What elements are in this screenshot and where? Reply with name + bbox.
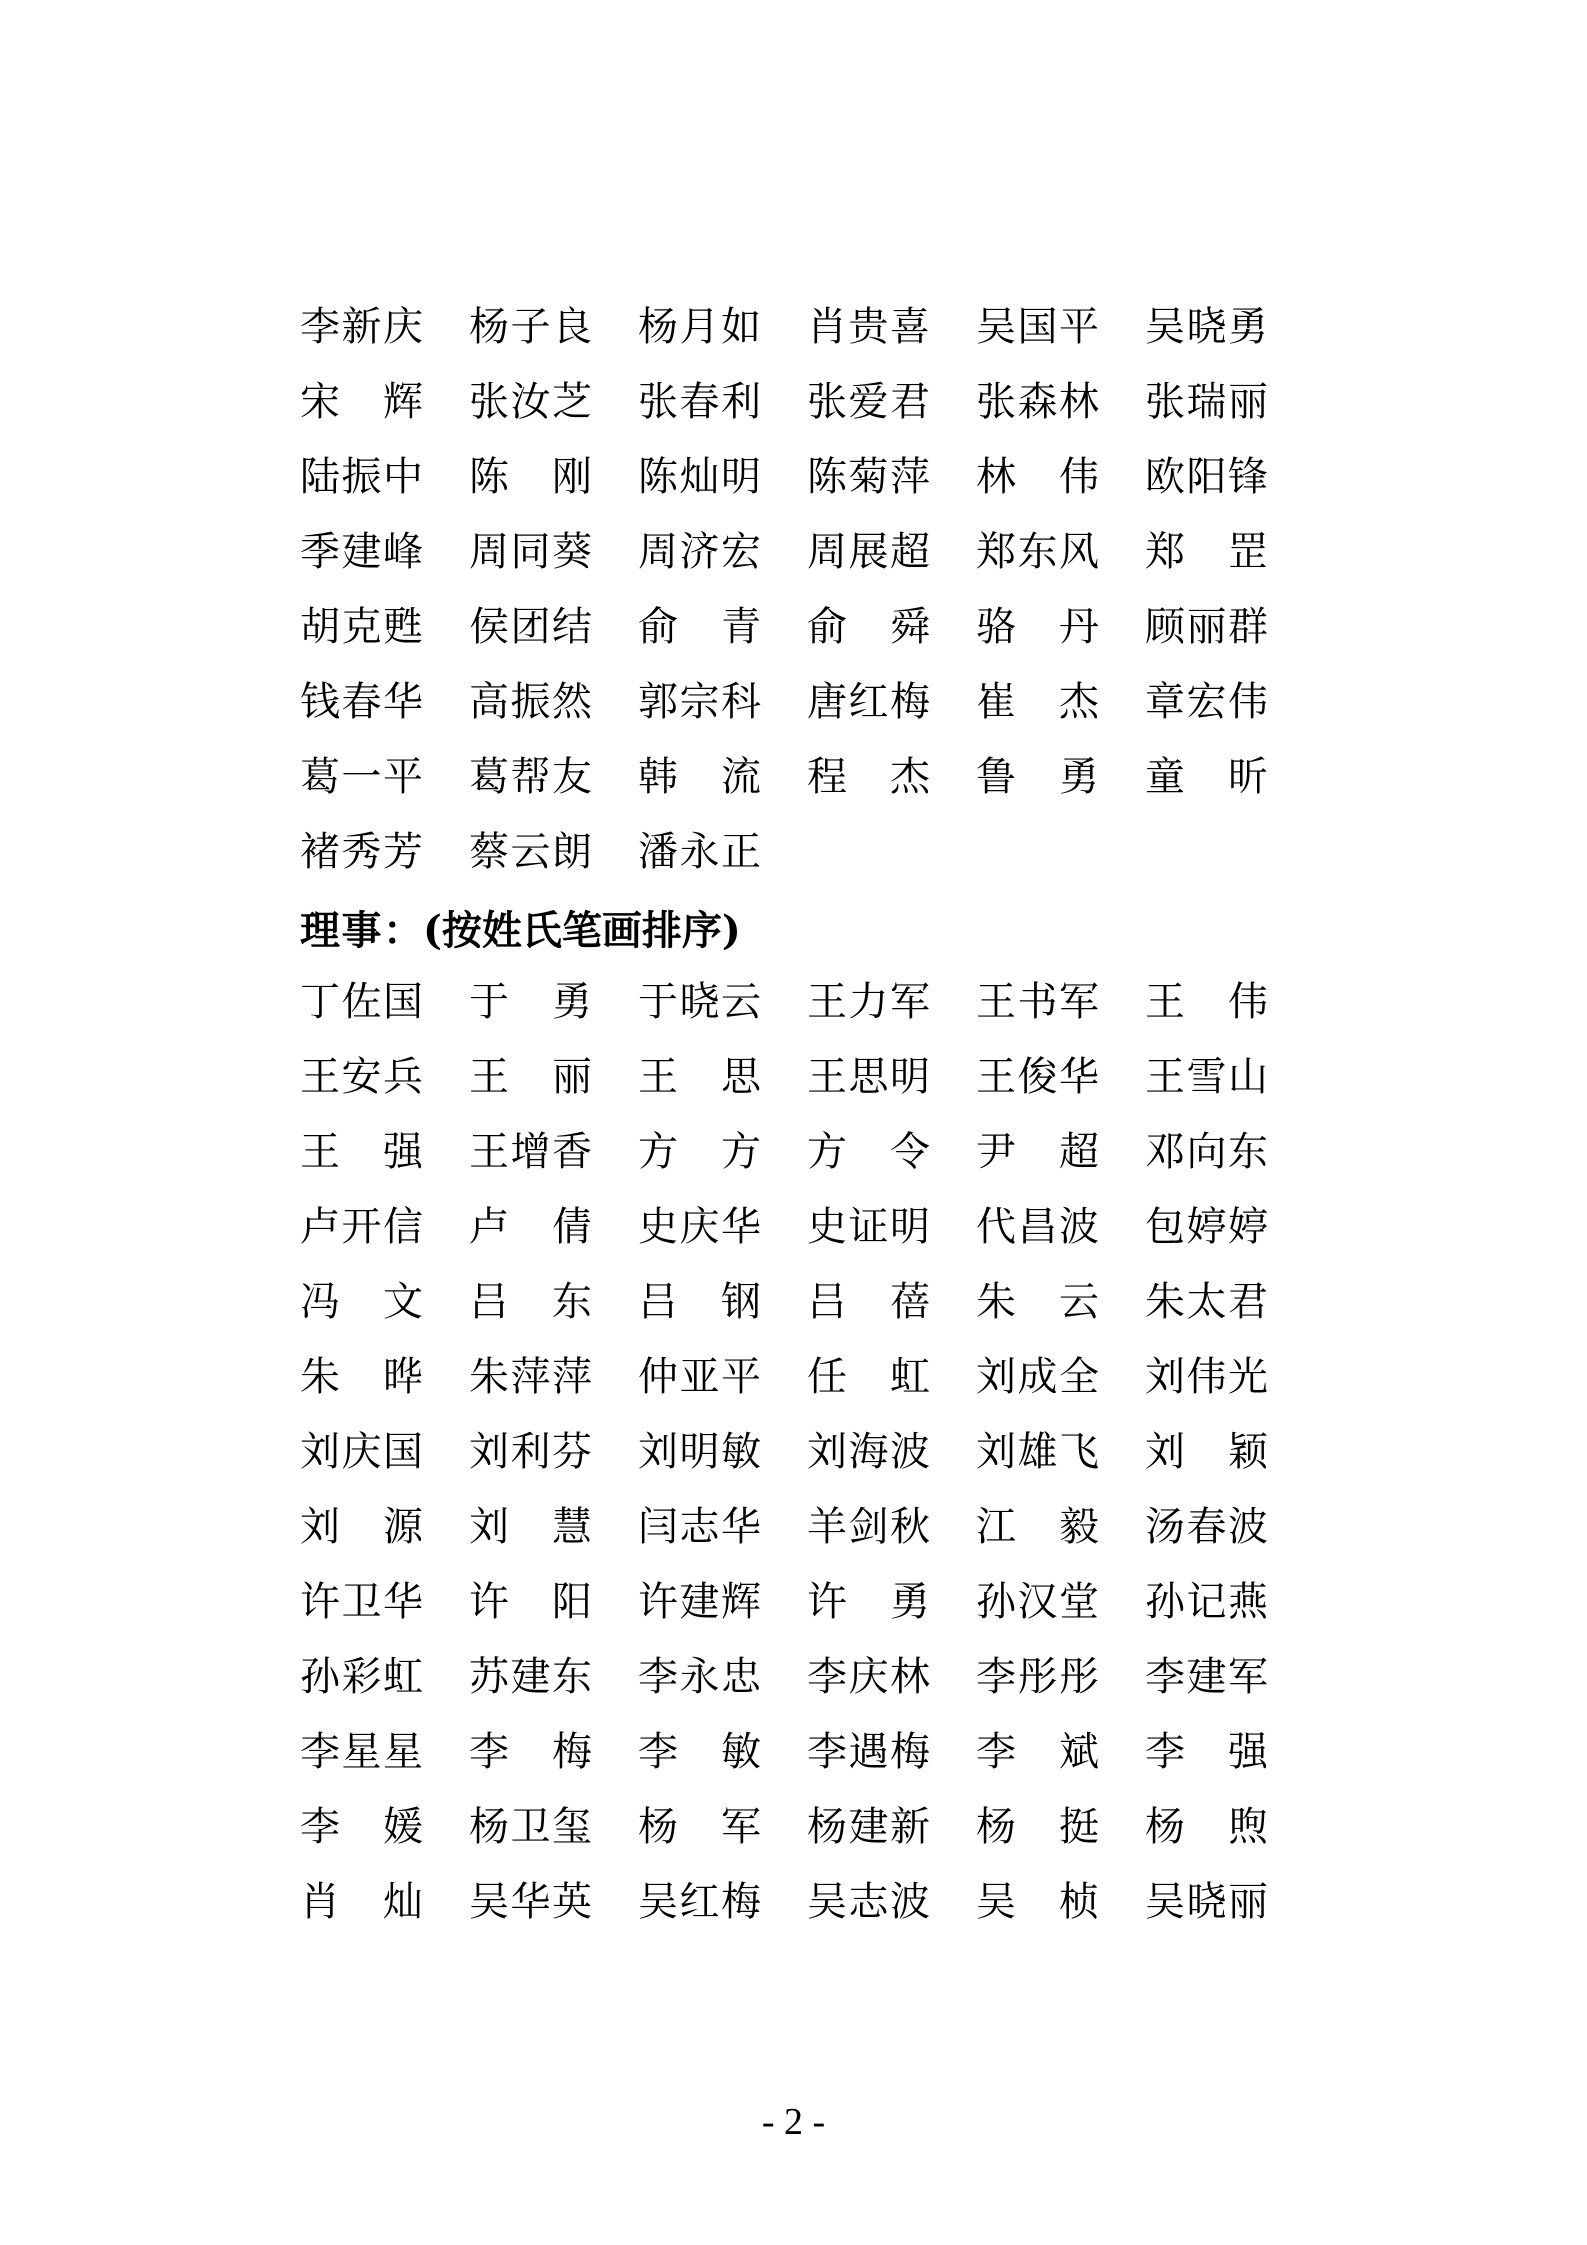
- person-name: 杨 月 如: [638, 304, 761, 350]
- person-name: 褚 秀 芳: [300, 829, 423, 875]
- person-name: 吴 国 平: [976, 304, 1099, 350]
- person-name: 闫 志 华: [638, 1504, 761, 1550]
- person-name: 吴 红 梅: [638, 1879, 761, 1925]
- person-name: 任 虹: [807, 1354, 930, 1400]
- person-name: 李 遇 梅: [807, 1729, 930, 1775]
- person-name: 卢 开 信: [300, 1204, 423, 1250]
- person-name: 张 瑞 丽: [1145, 379, 1268, 425]
- person-name: 包 婷 婷: [1145, 1204, 1268, 1250]
- person-name: 汤 春 波: [1145, 1504, 1268, 1550]
- person-name: 刘 利 芬: [469, 1429, 592, 1475]
- person-name: 钱 春 华: [300, 679, 423, 725]
- person-name: 杨 卫 玺: [469, 1804, 592, 1850]
- person-name: 羊 剑 秋: [807, 1504, 930, 1550]
- name-row: [300, 1190, 1280, 1265]
- person-name: 吴 晓 丽: [1145, 1879, 1268, 1925]
- name-row: [300, 515, 1280, 590]
- name-row: [300, 1640, 1280, 1715]
- person-name: 俞 舜: [807, 604, 930, 650]
- person-name: 俞 青: [638, 604, 761, 650]
- person-name: 杨 子 良: [469, 304, 592, 350]
- person-name: 张 春 利: [638, 379, 761, 425]
- person-name: 丁 佐 国: [300, 979, 423, 1025]
- person-name: 李 强: [1145, 1729, 1268, 1775]
- name-row: [300, 365, 1280, 440]
- person-name: 杨 军: [638, 1804, 761, 1850]
- person-name: 王 安 兵: [300, 1054, 423, 1100]
- person-name: 刘 雄 飞: [976, 1429, 1099, 1475]
- page-number: - 2 -: [761, 2101, 826, 2143]
- person-name: 孙 记 燕: [1145, 1579, 1268, 1625]
- person-name: 王 伟: [1145, 979, 1268, 1025]
- person-name: 史 庆 华: [638, 1204, 761, 1250]
- person-name: 冯 文: [300, 1279, 423, 1325]
- person-name: 方 令: [807, 1129, 930, 1175]
- person-name: 杨 挺: [976, 1804, 1099, 1850]
- person-name: 李 建 军: [1145, 1654, 1268, 1700]
- person-name: 杨 煦: [1145, 1804, 1268, 1850]
- person-name: 王 力 军: [807, 979, 930, 1025]
- person-name: 林 伟: [976, 454, 1099, 500]
- person-name: 高 振 然: [469, 679, 592, 725]
- person-name: 吕 东: [469, 1279, 592, 1325]
- person-name: 朱 晔: [300, 1354, 423, 1400]
- directors-heading: [300, 890, 1280, 965]
- person-name: 郑 罡: [1145, 529, 1268, 575]
- person-name: 崔 杰: [976, 679, 1099, 725]
- person-name: 童 昕: [1145, 754, 1268, 800]
- name-row: [300, 1340, 1280, 1415]
- person-name: 潘 永 正: [638, 829, 761, 875]
- person-name: 骆 丹: [976, 604, 1099, 650]
- person-name: 鲁 勇: [976, 754, 1099, 800]
- name-row: [300, 1265, 1280, 1340]
- name-row: [300, 1415, 1280, 1490]
- name-row: [300, 665, 1280, 740]
- person-name: 刘 庆 国: [300, 1429, 423, 1475]
- person-name: 王 强: [300, 1129, 423, 1175]
- person-name: 季 建 峰: [300, 529, 423, 575]
- person-name: 陆 振 中: [300, 454, 423, 500]
- name-row: [300, 1865, 1280, 1940]
- person-name: 李 梅: [469, 1729, 592, 1775]
- person-name: 李 庆 林: [807, 1654, 930, 1700]
- person-name: 唐 红 梅: [807, 679, 930, 725]
- person-name: 蔡 云 朗: [469, 829, 592, 875]
- person-name: 周 展 超: [807, 529, 930, 575]
- person-name: 李 彤 彤: [976, 1654, 1099, 1700]
- person-name: 许 阳: [469, 1579, 592, 1625]
- person-name: 邓 向 东: [1145, 1129, 1268, 1175]
- person-name: 王 增 香: [469, 1129, 592, 1175]
- person-name: 郭 宗 科: [638, 679, 761, 725]
- person-name: 宋 辉: [300, 379, 423, 425]
- name-row: [300, 1790, 1280, 1865]
- directors-heading-label: 理 事 ：: [300, 907, 423, 954]
- person-name: 杨 建 新: [807, 1804, 930, 1850]
- person-name: 王 俊 华: [976, 1054, 1099, 1100]
- person-name: 章 宏 伟: [1145, 679, 1268, 725]
- person-name: 韩 流: [638, 754, 761, 800]
- person-name: 刘 慧: [469, 1504, 592, 1550]
- person-name: 李 媛: [300, 1804, 423, 1850]
- person-name: 李 新 庆: [300, 304, 423, 350]
- person-name: 程 杰: [807, 754, 930, 800]
- person-name: 周 同 葵: [469, 529, 592, 575]
- person-name: 卢 倩: [469, 1204, 592, 1250]
- person-name: 许 卫 华: [300, 1579, 423, 1625]
- person-name: 吴 华 英: [469, 1879, 592, 1925]
- person-name: 吴 桢: [976, 1879, 1099, 1925]
- person-name: 刘 源: [300, 1504, 423, 1550]
- name-row: [300, 740, 1280, 815]
- name-row: [300, 440, 1280, 515]
- name-row: [300, 965, 1280, 1040]
- person-name: 胡 克 甦: [300, 604, 423, 650]
- person-name: 刘 成 全: [976, 1354, 1099, 1400]
- person-name: 许 勇: [807, 1579, 930, 1625]
- directors-name-list: [300, 965, 1280, 1940]
- person-name: 吕 蓓: [807, 1279, 930, 1325]
- person-name: 张 爱 君: [807, 379, 930, 425]
- person-name: 陈 刚: [469, 454, 592, 500]
- person-name: 张 汝 芝: [469, 379, 592, 425]
- person-name: 侯 团 结: [469, 604, 592, 650]
- person-name: 刘 颖: [1145, 1429, 1268, 1475]
- person-name: 李 星 星: [300, 1729, 423, 1775]
- person-name: 朱 萍 萍: [469, 1354, 592, 1400]
- person-name: 江 毅: [976, 1504, 1099, 1550]
- person-name: 许 建 辉: [638, 1579, 761, 1625]
- person-name: 于 勇: [469, 979, 592, 1025]
- person-name: 王 思 明: [807, 1054, 930, 1100]
- person-name: 周 济 宏: [638, 529, 761, 575]
- person-name: 张 森 林: [976, 379, 1099, 425]
- directors-heading-note: (按姓氏笔画排序): [423, 907, 741, 954]
- person-name: 王 丽: [469, 1054, 592, 1100]
- person-name: 吴 晓 勇: [1145, 304, 1268, 350]
- person-name: 吕 钢: [638, 1279, 761, 1325]
- name-row: [300, 590, 1280, 665]
- person-name: 葛 帮 友: [469, 754, 592, 800]
- person-name: 王 书 军: [976, 979, 1099, 1025]
- person-name: 郑 东 风: [976, 529, 1099, 575]
- person-name: 陈 菊 萍: [807, 454, 930, 500]
- person-name: 苏 建 东: [469, 1654, 592, 1700]
- person-name: 李 敏: [638, 1729, 761, 1775]
- person-name: 李 永 忠: [638, 1654, 761, 1700]
- person-name: 仲 亚 平: [638, 1354, 761, 1400]
- name-list-page: [300, 290, 1280, 1940]
- person-name: 王 思: [638, 1054, 761, 1100]
- person-name: 方 方: [638, 1129, 761, 1175]
- previous-name-list: [300, 290, 1280, 890]
- person-name: 孙 汉 堂: [976, 1579, 1099, 1625]
- name-row: [300, 1115, 1280, 1190]
- person-name: 欧 阳 锋: [1145, 454, 1268, 500]
- person-name: 李 斌: [976, 1729, 1099, 1775]
- person-name: 刘 明 敏: [638, 1429, 761, 1475]
- name-row: [300, 1040, 1280, 1115]
- person-name: 葛 一 平: [300, 754, 423, 800]
- name-row: [300, 1490, 1280, 1565]
- person-name: 朱 云: [976, 1279, 1099, 1325]
- person-name: 王 雪 山: [1145, 1054, 1268, 1100]
- person-name: 孙 彩 虹: [300, 1654, 423, 1700]
- name-row: [300, 1565, 1280, 1640]
- person-name: 刘 海 波: [807, 1429, 930, 1475]
- name-row: [300, 290, 1280, 365]
- person-name: 肖 贵 喜: [807, 304, 930, 350]
- person-name: 代 昌 波: [976, 1204, 1099, 1250]
- person-name: 肖 灿: [300, 1879, 423, 1925]
- person-name: 刘 伟 光: [1145, 1354, 1268, 1400]
- name-row: [300, 1715, 1280, 1790]
- name-row: [300, 815, 1280, 890]
- person-name: 尹 超: [976, 1129, 1099, 1175]
- person-name: 陈 灿 明: [638, 454, 761, 500]
- person-name: 顾 丽 群: [1145, 604, 1268, 650]
- person-name: 于 晓 云: [638, 979, 761, 1025]
- person-name: 史 证 明: [807, 1204, 930, 1250]
- person-name: 朱 太 君: [1145, 1279, 1268, 1325]
- person-name: 吴 志 波: [807, 1879, 930, 1925]
